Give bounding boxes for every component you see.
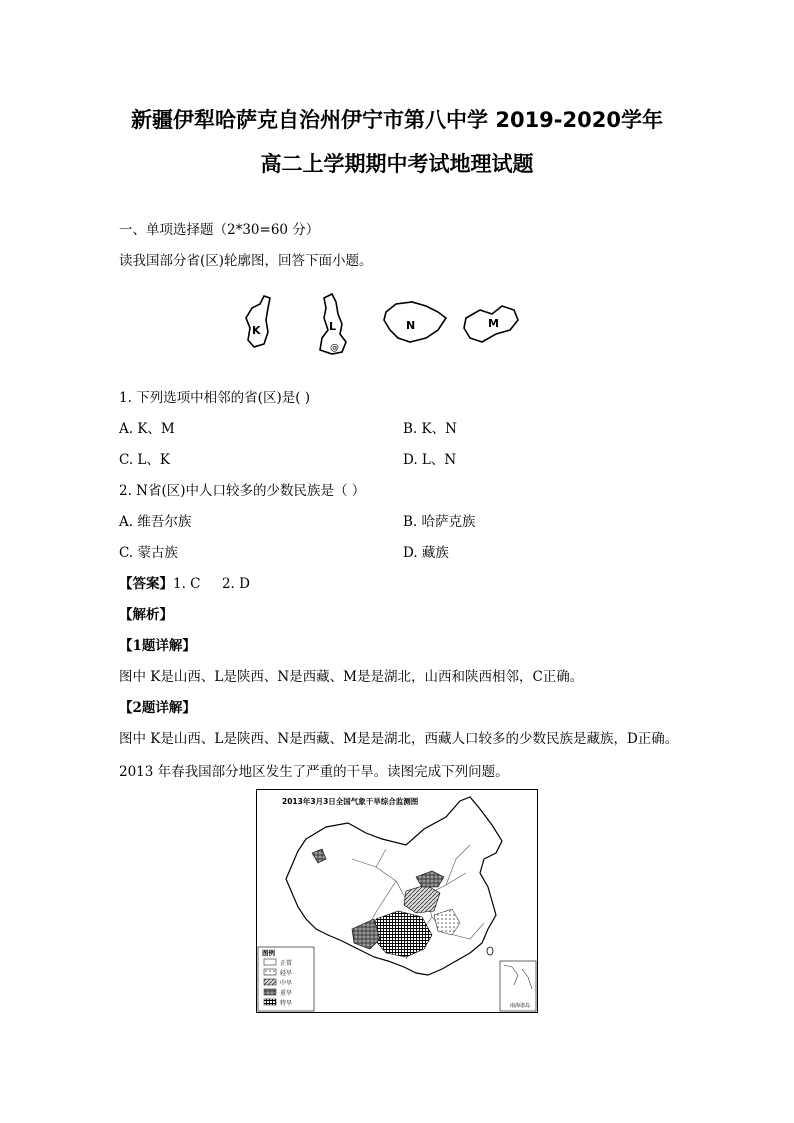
q2-option-a: A. 维吾尔族 [119, 514, 192, 530]
answer-line [119, 572, 250, 592]
q2-option-b: B. 哈萨克族 [403, 514, 476, 530]
answer-text: 1. C 2. D [173, 576, 250, 592]
outline-label-m: M [488, 317, 499, 330]
detail-2-label: 【2题详解】 [119, 700, 196, 716]
title-line-1: 新疆伊犁哈萨克自治州伊宁市第八中学 2019-2020学年 [131, 108, 663, 132]
question-1-stem: 1. 下列选项中相邻的省(区)是( ) [119, 390, 311, 406]
q1-option-b: B. K、N [403, 421, 457, 437]
legend-item-mid: 中旱 [280, 980, 293, 987]
analysis-label: 【解析】 [119, 607, 173, 623]
drought-map [256, 789, 538, 1013]
inset-label: 南海诸岛 [510, 1003, 531, 1009]
q2-option-c: C. 蒙古族 [119, 545, 178, 561]
legend-item-heavy: 重旱 [280, 990, 293, 997]
intro-text-1: 读我国部分省(区)轮廓图，回答下面小题。 [119, 253, 373, 269]
outline-label-n: N [406, 319, 416, 332]
q1-option-d: D. L、N [403, 452, 457, 468]
outline-k [246, 296, 270, 347]
drought-map-title: 2013年3月3日全国气象干旱综合监测图 [282, 797, 419, 806]
legend-item-special: 特旱 [280, 1000, 293, 1007]
detail-1-text: 图中 K是山西、L是陕西、N是西藏、M是是湖北，山西和陕西相邻，C正确。 [119, 669, 584, 685]
detail-2-text: 图中 K是山西、L是陕西、N是西藏、M是是湖北，西藏人口较多的少数民族是藏族，D正确。 [119, 731, 679, 747]
q1-option-c: C. L、K [119, 452, 170, 468]
province-outline-figure [240, 290, 530, 362]
legend-item-light: 轻旱 [280, 970, 293, 977]
outline-label-l: L [329, 320, 337, 333]
q1-option-a: A. K、M [119, 421, 175, 437]
question-2-stem: 2. N省(区)中人口较多的少数民族是（ ） [119, 483, 366, 499]
legend-item-normal: 正常 [280, 960, 293, 967]
q2-option-d: D. 藏族 [403, 545, 449, 561]
intro-text-2: 2013 年春我国部分地区发生了严重的干旱。读图完成下列问题。 [119, 764, 509, 780]
legend-title: 图例 [262, 949, 275, 957]
section-heading: 一、单项选择题（2*30=60 分） [119, 222, 320, 238]
answer-label: 【答案】 [119, 576, 173, 592]
detail-1-label: 【1题详解】 [119, 638, 196, 654]
title-line-2: 高二上学期期中考试地理试题 [260, 152, 534, 176]
outline-mark: @ [330, 343, 339, 353]
outline-label-k: K [252, 324, 261, 337]
